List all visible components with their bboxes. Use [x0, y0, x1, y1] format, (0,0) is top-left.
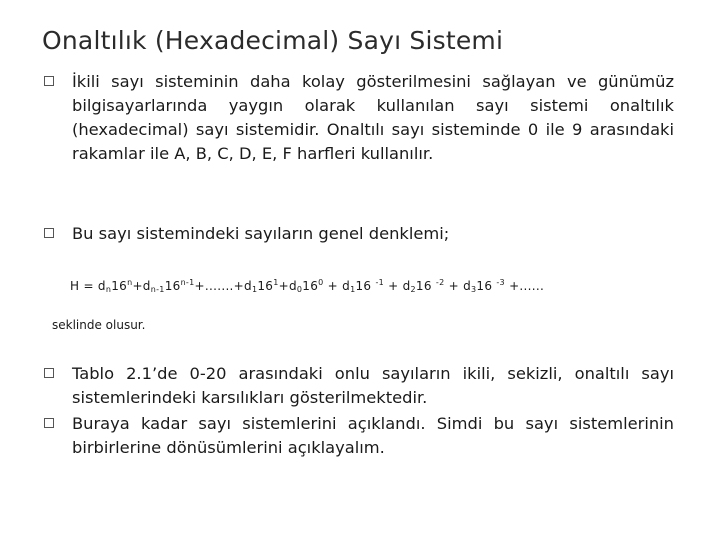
page-title: Onaltılık (Hexadecimal) Sayı Sistemi: [42, 26, 504, 55]
formula-superscript: 1: [273, 278, 279, 287]
formula-text: +.......+d: [194, 279, 252, 293]
formula-text: 16: [415, 279, 436, 293]
formula-text: 16: [111, 279, 128, 293]
formula-subscript: 2: [410, 285, 416, 294]
formula-subscript: 1: [350, 285, 356, 294]
formula-text: 16: [302, 279, 319, 293]
formula-text: 16: [355, 279, 376, 293]
bullet-item: [44, 412, 674, 460]
general-equation: [70, 278, 544, 294]
square-bullet-icon: [44, 76, 54, 86]
bullet-text: Bu sayı sistemindeki sayıların genel denklemi;: [72, 224, 450, 243]
formula-subscript: 1: [251, 285, 258, 294]
formula-superscript: -2: [435, 278, 445, 287]
formula-subscript: 3: [471, 285, 477, 294]
formula-text: 16: [164, 279, 181, 293]
formula-text: H = d: [70, 279, 106, 293]
formula-text: + d: [323, 279, 351, 293]
formula-superscript: n-1: [180, 278, 195, 287]
formula-subscript: n: [105, 285, 112, 294]
bullet-item: [44, 362, 674, 410]
formula-subscript: n-1: [150, 285, 165, 294]
square-bullet-icon: [44, 228, 54, 238]
bullet-text: Tablo 2.1’de 0-20 arasındaki onlu sayıların ikili, sekizli, onaltılı sayı sistemlerindeki karsılıkları gösterilmektedir.: [72, 364, 674, 407]
formula-text: +d: [132, 279, 151, 293]
formula-text: +......: [504, 279, 545, 293]
formula-subscript: 0: [296, 285, 303, 294]
formula-text: 16: [476, 279, 497, 293]
formula-text: + d: [444, 279, 471, 293]
bullet-text: İkili sayı sisteminin daha kolay gösterilmesini sağlayan ve günümüz bilgisayarlarında yaygın olarak kullanılan sayı sistemi onaltılık (hexadecimal) sayı sistemidir. Onaltılı sayı sisteminde 0 ile 9 arasındaki rakamlar ile A, B, C, D, E, F harfleri kullanılır.: [72, 72, 674, 163]
formula-text: + d: [384, 279, 411, 293]
bullet-text: Buraya kadar sayı sistemlerini açıklandı. Simdi bu sayı sistemlerinin birbirlerine dönüsümlerini açıklayalım.: [72, 414, 674, 457]
bullet-item: [44, 222, 674, 246]
formula-superscript: -1: [375, 278, 385, 287]
formula-text: 16: [257, 279, 274, 293]
formula-superscript: -3: [496, 278, 505, 287]
square-bullet-icon: [44, 418, 54, 428]
square-bullet-icon: [44, 368, 54, 378]
formula-superscript: n: [127, 278, 133, 287]
equation-note: seklinde olusur.: [52, 318, 146, 332]
formula-text: +d: [278, 279, 297, 293]
bullet-item: [44, 70, 674, 166]
formula-superscript: 0: [318, 278, 324, 287]
